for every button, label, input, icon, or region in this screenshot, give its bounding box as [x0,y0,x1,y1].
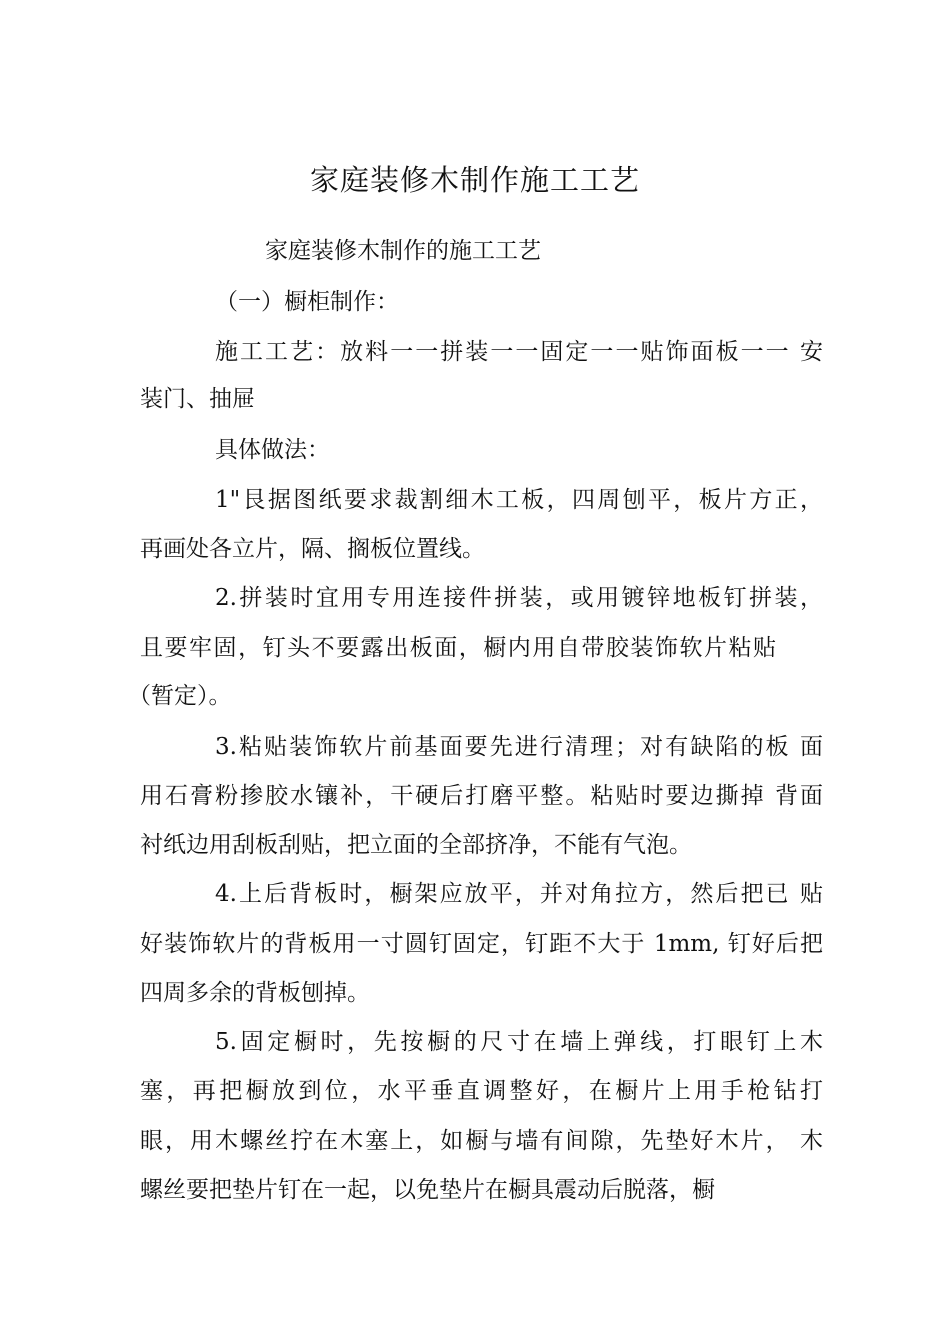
document-subtitle: 家庭装修木制作的施工工艺 [265,238,541,264]
step-2-line-1: 2.拼装时宜用专用连接件拼装，或用镀锌地板钉拼装， [215,585,823,611]
step-4-line-3: 四周多余的背板刨掉。 [140,980,370,1006]
step-2-line-2: 且要牢固，钉头不要露出板面，橱内用自带胶装饰软片粘贴 [140,635,776,661]
step-1-line-1: 1"艮据图纸要求裁割细木工板，四周刨平，板片方正， [215,487,823,513]
process-line-2: 装门、抽屉 [140,386,255,412]
step-3-line-2: 用石膏粉掺胶水镶补，干硬后打磨平整。粘贴时要边撕掉 背面 [140,783,823,809]
section-heading: （一）橱柜制作： [215,289,399,315]
document-title: 家庭装修木制作施工工艺 [309,163,640,197]
method-heading: 具体做法： [215,437,330,463]
step-5-line-3: 眼，用木螺丝拧在木塞上，如橱与墙有间隙，先垫好木片， 木 [140,1128,823,1154]
step-5-line-2: 塞，再把橱放到位，水平垂直调整好，在橱片上用手枪钻打 [140,1078,823,1104]
step-2-line-3: （暂定）。 [128,683,232,709]
process-line-1: 施工工艺：放料一一拼装一一固定一一贴饰面板一一 安 [215,339,823,365]
step-3-line-3: 衬纸边用刮板刮贴，把立面的全部挤净，不能有气泡。 [140,832,692,858]
step-4-line-1: 4.上后背板时，橱架应放平，并对角拉方，然后把已 贴 [215,881,823,907]
step-3-line-1: 3.粘贴装饰软片前基面要先进行清理；对有缺陷的板 面 [215,734,823,760]
step-4-line-2: 好装饰软片的背板用一寸圆钉固定，钉距不大于 1mm, 钉好后把 [140,931,823,957]
step-5-line-4: 螺丝要把垫片钉在一起，以免垫片在橱具震动后脱落，橱 [140,1177,715,1203]
step-1-line-2: 再画处各立片，隔、搁板位置线。 [140,536,485,562]
step-5-line-1: 5.固定橱时，先按橱的尺寸在墙上弹线，打眼钉上木 [215,1029,823,1055]
